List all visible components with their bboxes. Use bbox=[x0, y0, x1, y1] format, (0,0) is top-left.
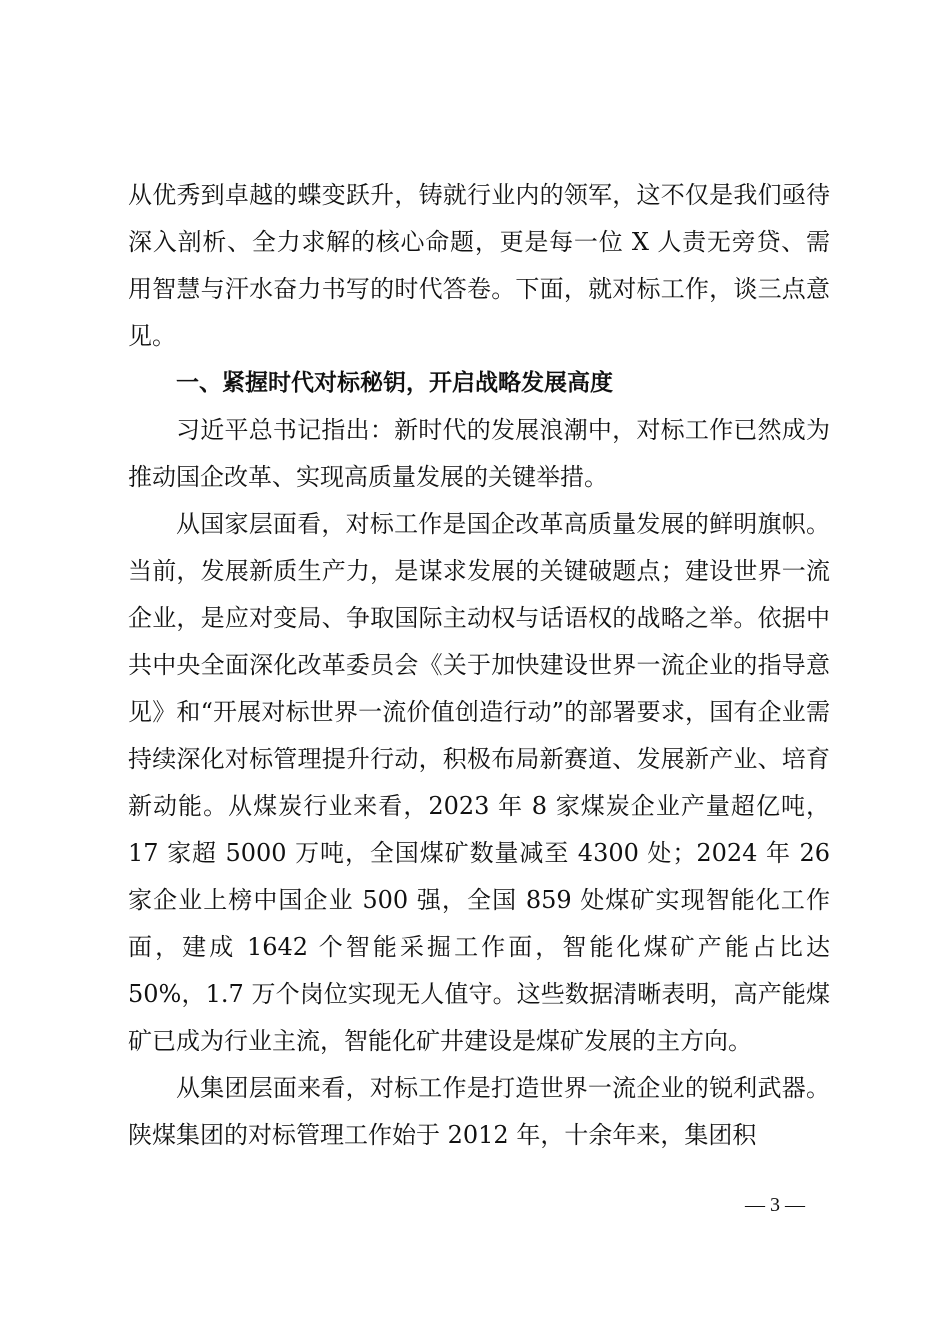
body-paragraph: 从集团层面来看，对标工作是打造世界一流企业的锐利武器。陕煤集团的对标管理工作始于 2012 年，十余年来，集团积 bbox=[128, 1074, 830, 1149]
continuation-paragraph: 从优秀到卓越的蝶变跃升，铸就行业内的领军，这不仅是我们亟待深入剖析、全力求解的核心命题，更是每一位 X 人责无旁贷、需用智慧与汗水奋力书写的时代答卷。下面，就对标工作，谈三点意见。 bbox=[128, 181, 830, 350]
body-paragraph: 从国家层面看，对标工作是国企改革高质量发展的鲜明旗帜。当前，发展新质生产力，是谋求发展的关键破题点；建设世界一流企业，是应对变局、争取国际主动权与话语权的战略之举。依据中共中央全面深化改革委员会《关于加快建设世界一流企业的指导意见》和“开展对标世界一流价值创造行动”的部署要求，国有企业需持续深化对标管理提升行动，积极布局新赛道、发展新产业、培育新动能。从煤炭行业来看，2023 年 8 家煤炭企业产量超亿吨，17 家超 5000 万吨，全国煤矿数量减至 4300 处；2024 年 26 家企业上榜中国企业 500 强，全国 859 处煤矿实现智能化工作面，建成 1642 个智能采掘工作面，智能化煤矿产能占比达 50%，1.7 万个岗位实现无人值守。这些数据清晰表明，高产能煤矿已成为行业主流，智能化矿井建设是煤矿发展的主方向。 bbox=[128, 510, 830, 1055]
body-paragraph: 习近平总书记指出：新时代的发展浪潮中，对标工作已然成为推动国企改革、实现高质量发展的关键举措。 bbox=[128, 416, 830, 491]
section-heading: 一、紧握时代对标秘钥，开启战略发展高度 bbox=[176, 370, 613, 396]
document-body bbox=[128, 172, 830, 1159]
page-number: — 3 — bbox=[745, 1194, 805, 1216]
